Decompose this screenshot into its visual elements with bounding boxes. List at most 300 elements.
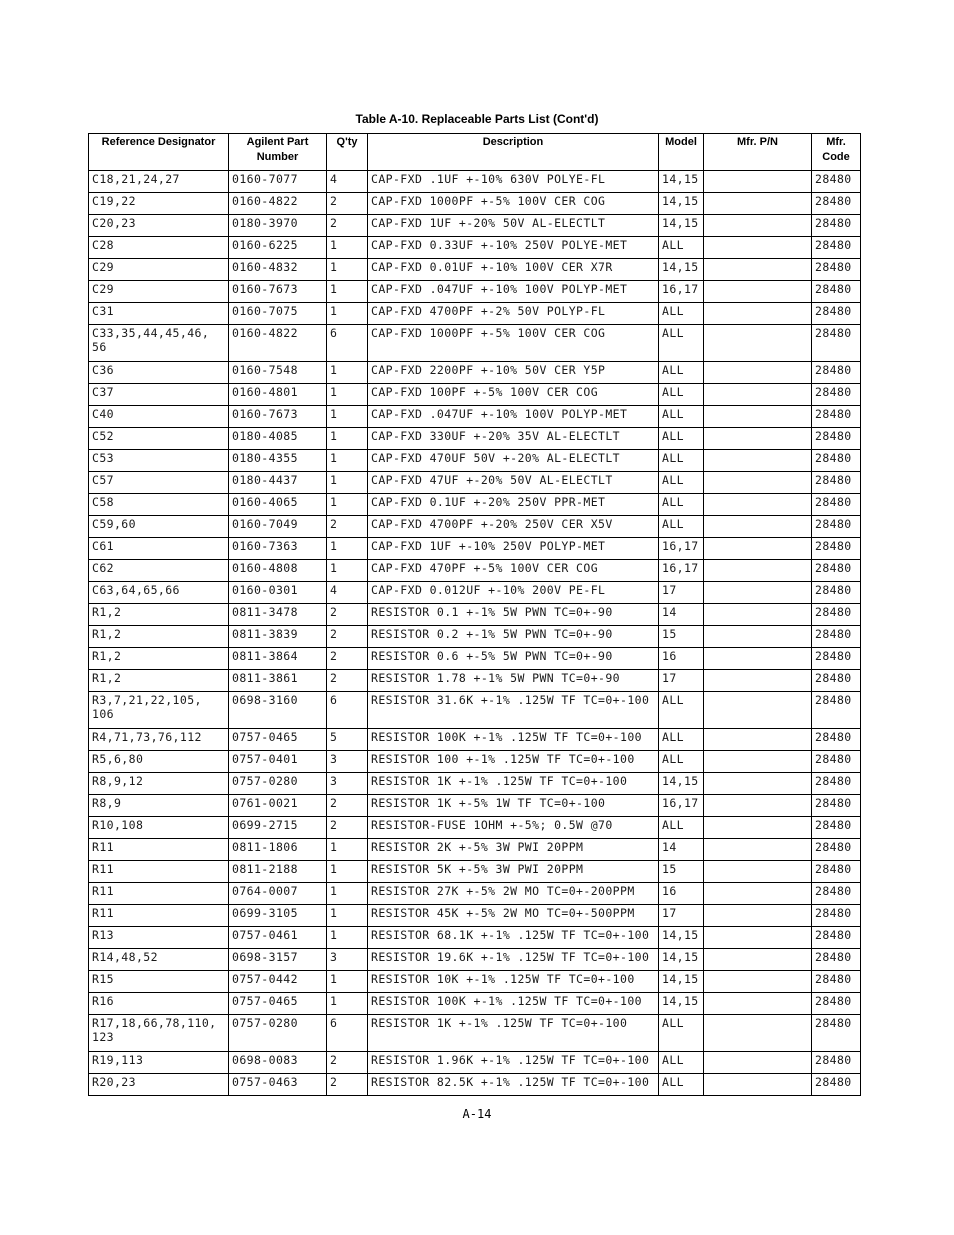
cell-qty: 1 <box>327 428 368 450</box>
cell-description: RESISTOR 10K +-1% .125W TF TC=0+-100 <box>368 971 659 993</box>
table-row <box>89 215 861 237</box>
cell-mfr-pn <box>704 817 812 839</box>
cell-reference-designator: C62 <box>89 560 229 582</box>
cell-mfr-pn <box>704 905 812 927</box>
cell-model: ALL <box>659 384 704 406</box>
cell-model: ALL <box>659 472 704 494</box>
cell-model: 17 <box>659 582 704 604</box>
cell-part-number: 0698-3160 <box>229 692 327 729</box>
cell-description: RESISTOR 2K +-5% 3W PWI 20PPM <box>368 839 659 861</box>
cell-description: RESISTOR 0.6 +-5% 5W PWN TC=0+-90 <box>368 648 659 670</box>
cell-description: RESISTOR 100K +-1% .125W TF TC=0+-100 <box>368 729 659 751</box>
cell-qty: 1 <box>327 494 368 516</box>
col-header-mfr-code <box>812 134 861 171</box>
table-row <box>89 237 861 259</box>
cell-part-number: 0160-4065 <box>229 494 327 516</box>
cell-qty: 1 <box>327 839 368 861</box>
cell-mfr-code: 28480 <box>812 927 861 949</box>
cell-reference-designator: R14,48,52 <box>89 949 229 971</box>
cell-mfr-code: 28480 <box>812 604 861 626</box>
table-row <box>89 362 861 384</box>
table-row <box>89 670 861 692</box>
cell-reference-designator: R17,18,66,78,110, 123 <box>89 1015 229 1052</box>
cell-description: RESISTOR 1.96K +-1% .125W TF TC=0+-100 <box>368 1052 659 1074</box>
cell-qty: 1 <box>327 861 368 883</box>
cell-reference-designator: R8,9,12 <box>89 773 229 795</box>
table-row <box>89 494 861 516</box>
cell-mfr-code: 28480 <box>812 1052 861 1074</box>
cell-part-number: 0757-0280 <box>229 773 327 795</box>
col-header-reference-designator: Reference Designator <box>89 134 229 171</box>
cell-reference-designator: C53 <box>89 450 229 472</box>
cell-mfr-pn <box>704 729 812 751</box>
cell-part-number: 0160-4822 <box>229 325 327 362</box>
cell-mfr-pn <box>704 281 812 303</box>
cell-mfr-pn <box>704 692 812 729</box>
cell-qty: 1 <box>327 259 368 281</box>
cell-reference-designator: C57 <box>89 472 229 494</box>
cell-mfr-code: 28480 <box>812 171 861 193</box>
table-row <box>89 1052 861 1074</box>
cell-qty: 6 <box>327 1015 368 1052</box>
cell-mfr-pn <box>704 1015 812 1052</box>
cell-model: 16,17 <box>659 560 704 582</box>
cell-model: 14,15 <box>659 971 704 993</box>
cell-mfr-code: 28480 <box>812 905 861 927</box>
table-row <box>89 450 861 472</box>
parts-table-body <box>89 171 861 1096</box>
cell-mfr-code: 28480 <box>812 626 861 648</box>
cell-mfr-pn <box>704 626 812 648</box>
table-row <box>89 751 861 773</box>
col-header-label: Mfr. Code <box>822 136 850 163</box>
table-row <box>89 259 861 281</box>
cell-model: 17 <box>659 670 704 692</box>
cell-part-number: 0699-2715 <box>229 817 327 839</box>
table-row <box>89 516 861 538</box>
table-row <box>89 626 861 648</box>
cell-model: ALL <box>659 1074 704 1096</box>
cell-reference-designator: R4,71,73,76,112 <box>89 729 229 751</box>
cell-mfr-pn <box>704 1052 812 1074</box>
table-row <box>89 560 861 582</box>
cell-mfr-pn <box>704 949 812 971</box>
cell-model: ALL <box>659 362 704 384</box>
cell-part-number: 0698-0083 <box>229 1052 327 1074</box>
cell-model: 14,15 <box>659 215 704 237</box>
table-row <box>89 325 861 362</box>
table-row <box>89 692 861 729</box>
cell-mfr-pn <box>704 406 812 428</box>
cell-mfr-code: 28480 <box>812 670 861 692</box>
cell-reference-designator: C18,21,24,27 <box>89 171 229 193</box>
table-row <box>89 795 861 817</box>
cell-mfr-pn <box>704 751 812 773</box>
table-row <box>89 773 861 795</box>
table-row <box>89 538 861 560</box>
cell-description: RESISTOR 0.2 +-1% 5W PWN TC=0+-90 <box>368 626 659 648</box>
cell-mfr-pn <box>704 648 812 670</box>
cell-description: CAP-FXD 1000PF +-5% 100V CER COG <box>368 193 659 215</box>
cell-mfr-pn <box>704 325 812 362</box>
cell-reference-designator: R1,2 <box>89 670 229 692</box>
cell-description: RESISTOR 82.5K +-1% .125W TF TC=0+-100 <box>368 1074 659 1096</box>
cell-description: RESISTOR-FUSE 1OHM +-5%; 0.5W @70 <box>368 817 659 839</box>
cell-qty: 1 <box>327 303 368 325</box>
cell-part-number: 0160-6225 <box>229 237 327 259</box>
cell-reference-designator: R1,2 <box>89 626 229 648</box>
cell-qty: 3 <box>327 949 368 971</box>
cell-part-number: 0180-4085 <box>229 428 327 450</box>
cell-mfr-code: 28480 <box>812 303 861 325</box>
cell-description: RESISTOR 100K +-1% .125W TF TC=0+-100 <box>368 993 659 1015</box>
cell-mfr-code: 28480 <box>812 773 861 795</box>
cell-model: 14,15 <box>659 949 704 971</box>
cell-reference-designator: R10,108 <box>89 817 229 839</box>
cell-part-number: 0160-4822 <box>229 193 327 215</box>
table-row <box>89 648 861 670</box>
table-row <box>89 993 861 1015</box>
cell-mfr-code: 28480 <box>812 259 861 281</box>
cell-description: CAP-FXD 470UF 50V +-20% AL-ELECTLT <box>368 450 659 472</box>
cell-description: CAP-FXD 1UF +-10% 250V POLYP-MET <box>368 538 659 560</box>
cell-model: 16 <box>659 883 704 905</box>
cell-description: RESISTOR 100 +-1% .125W TF TC=0+-100 <box>368 751 659 773</box>
col-header-description: Description <box>368 134 659 171</box>
cell-reference-designator: R5,6,80 <box>89 751 229 773</box>
cell-model: ALL <box>659 1015 704 1052</box>
cell-mfr-pn <box>704 839 812 861</box>
cell-mfr-pn <box>704 861 812 883</box>
cell-qty: 1 <box>327 472 368 494</box>
table-row <box>89 428 861 450</box>
cell-mfr-pn <box>704 795 812 817</box>
cell-mfr-pn <box>704 883 812 905</box>
cell-model: ALL <box>659 406 704 428</box>
cell-part-number: 0761-0021 <box>229 795 327 817</box>
cell-mfr-code: 28480 <box>812 839 861 861</box>
cell-description: CAP-FXD 0.33UF +-10% 250V POLYE-MET <box>368 237 659 259</box>
cell-model: ALL <box>659 237 704 259</box>
cell-part-number: 0160-7363 <box>229 538 327 560</box>
page-number: A-14 <box>462 1107 492 1121</box>
cell-mfr-code: 28480 <box>812 193 861 215</box>
cell-mfr-code: 28480 <box>812 237 861 259</box>
cell-part-number: 0757-0465 <box>229 993 327 1015</box>
table-row <box>89 406 861 428</box>
cell-qty: 1 <box>327 406 368 428</box>
cell-reference-designator: C31 <box>89 303 229 325</box>
cell-model: ALL <box>659 692 704 729</box>
cell-model: ALL <box>659 450 704 472</box>
col-header-label: Agilent Part Number <box>246 136 309 163</box>
table-row <box>89 817 861 839</box>
cell-model: 14,15 <box>659 927 704 949</box>
cell-reference-designator: C61 <box>89 538 229 560</box>
col-header-mfr-pn: Mfr. P/N <box>704 134 812 171</box>
cell-qty: 6 <box>327 692 368 729</box>
table-row <box>89 839 861 861</box>
cell-model: 16,17 <box>659 281 704 303</box>
cell-reference-designator: R16 <box>89 993 229 1015</box>
cell-mfr-code: 28480 <box>812 472 861 494</box>
cell-mfr-pn <box>704 193 812 215</box>
cell-mfr-pn <box>704 1074 812 1096</box>
cell-description: CAP-FXD 1UF +-20% 50V AL-ELECTLT <box>368 215 659 237</box>
cell-description: RESISTOR 0.1 +-1% 5W PWN TC=0+-90 <box>368 604 659 626</box>
cell-reference-designator: C40 <box>89 406 229 428</box>
cell-mfr-code: 28480 <box>812 729 861 751</box>
cell-reference-designator: C52 <box>89 428 229 450</box>
cell-qty: 2 <box>327 1074 368 1096</box>
cell-model: 14,15 <box>659 259 704 281</box>
cell-qty: 2 <box>327 795 368 817</box>
cell-part-number: 0160-0301 <box>229 582 327 604</box>
cell-part-number: 0180-3970 <box>229 215 327 237</box>
cell-mfr-code: 28480 <box>812 560 861 582</box>
cell-model: 15 <box>659 626 704 648</box>
page-title: Table A-10. Replaceable Parts List (Cont'd) <box>355 112 599 126</box>
cell-reference-designator: R8,9 <box>89 795 229 817</box>
cell-model: 16,17 <box>659 795 704 817</box>
cell-qty: 1 <box>327 538 368 560</box>
cell-mfr-code: 28480 <box>812 993 861 1015</box>
cell-mfr-code: 28480 <box>812 281 861 303</box>
cell-description: CAP-FXD 0.012UF +-10% 200V PE-FL <box>368 582 659 604</box>
cell-mfr-code: 28480 <box>812 384 861 406</box>
cell-qty: 2 <box>327 648 368 670</box>
cell-model: ALL <box>659 817 704 839</box>
table-row <box>89 303 861 325</box>
cell-qty: 2 <box>327 1052 368 1074</box>
cell-reference-designator: R3,7,21,22,105, 106 <box>89 692 229 729</box>
cell-reference-designator: C19,22 <box>89 193 229 215</box>
cell-part-number: 0160-7077 <box>229 171 327 193</box>
cell-part-number: 0811-2188 <box>229 861 327 883</box>
cell-description: CAP-FXD 4700PF +-2% 50V POLYP-FL <box>368 303 659 325</box>
table-row <box>89 582 861 604</box>
cell-description: RESISTOR 27K +-5% 2W MO TC=0+-200PPM <box>368 883 659 905</box>
cell-reference-designator: C59,60 <box>89 516 229 538</box>
cell-reference-designator: R20,23 <box>89 1074 229 1096</box>
cell-description: CAP-FXD 470PF +-5% 100V CER COG <box>368 560 659 582</box>
cell-part-number: 0757-0461 <box>229 927 327 949</box>
col-header-model: Model <box>659 134 704 171</box>
cell-mfr-pn <box>704 384 812 406</box>
cell-qty: 2 <box>327 516 368 538</box>
cell-part-number: 0811-3478 <box>229 604 327 626</box>
cell-description: CAP-FXD .047UF +-10% 100V POLYP-MET <box>368 281 659 303</box>
cell-reference-designator: R15 <box>89 971 229 993</box>
cell-qty: 1 <box>327 384 368 406</box>
cell-mfr-pn <box>704 773 812 795</box>
cell-reference-designator: C20,23 <box>89 215 229 237</box>
cell-mfr-pn <box>704 362 812 384</box>
cell-description: RESISTOR 1K +-1% .125W TF TC=0+-100 <box>368 1015 659 1052</box>
table-row <box>89 861 861 883</box>
cell-mfr-code: 28480 <box>812 861 861 883</box>
cell-mfr-pn <box>704 303 812 325</box>
table-row <box>89 927 861 949</box>
cell-model: 16,17 <box>659 538 704 560</box>
cell-mfr-code: 28480 <box>812 215 861 237</box>
cell-mfr-code: 28480 <box>812 582 861 604</box>
cell-part-number: 0811-1806 <box>229 839 327 861</box>
cell-mfr-code: 28480 <box>812 1015 861 1052</box>
cell-description: RESISTOR 68.1K +-1% .125W TF TC=0+-100 <box>368 927 659 949</box>
table-row <box>89 384 861 406</box>
cell-part-number: 0180-4355 <box>229 450 327 472</box>
cell-qty: 2 <box>327 215 368 237</box>
cell-qty: 3 <box>327 751 368 773</box>
cell-reference-designator: C58 <box>89 494 229 516</box>
cell-reference-designator: C29 <box>89 259 229 281</box>
cell-mfr-pn <box>704 538 812 560</box>
cell-qty: 2 <box>327 670 368 692</box>
table-row <box>89 729 861 751</box>
cell-mfr-code: 28480 <box>812 362 861 384</box>
cell-qty: 1 <box>327 971 368 993</box>
cell-mfr-pn <box>704 450 812 472</box>
cell-mfr-pn <box>704 971 812 993</box>
cell-model: ALL <box>659 428 704 450</box>
cell-description: RESISTOR 45K +-5% 2W MO TC=0+-500PPM <box>368 905 659 927</box>
cell-description: RESISTOR 5K +-5% 3W PWI 20PPM <box>368 861 659 883</box>
cell-model: 16 <box>659 648 704 670</box>
cell-description: CAP-FXD .047UF +-10% 100V POLYP-MET <box>368 406 659 428</box>
col-header-qty: Q'ty <box>327 134 368 171</box>
cell-mfr-code: 28480 <box>812 406 861 428</box>
cell-model: 14,15 <box>659 993 704 1015</box>
cell-qty: 4 <box>327 582 368 604</box>
cell-description: RESISTOR 1.78 +-1% 5W PWN TC=0+-90 <box>368 670 659 692</box>
cell-reference-designator: C33,35,44,45,46, 56 <box>89 325 229 362</box>
cell-mfr-code: 28480 <box>812 1074 861 1096</box>
table-row <box>89 949 861 971</box>
cell-qty: 6 <box>327 325 368 362</box>
cell-qty: 1 <box>327 560 368 582</box>
cell-qty: 2 <box>327 626 368 648</box>
cell-qty: 2 <box>327 604 368 626</box>
cell-part-number: 0160-7049 <box>229 516 327 538</box>
cell-mfr-code: 28480 <box>812 795 861 817</box>
cell-reference-designator: R1,2 <box>89 648 229 670</box>
cell-reference-designator: C36 <box>89 362 229 384</box>
cell-part-number: 0699-3105 <box>229 905 327 927</box>
cell-qty: 2 <box>327 193 368 215</box>
cell-model: ALL <box>659 303 704 325</box>
cell-qty: 5 <box>327 729 368 751</box>
table-row <box>89 883 861 905</box>
cell-part-number: 0160-7548 <box>229 362 327 384</box>
cell-reference-designator: C63,64,65,66 <box>89 582 229 604</box>
cell-mfr-code: 28480 <box>812 692 861 729</box>
cell-qty: 2 <box>327 817 368 839</box>
cell-part-number: 0757-0280 <box>229 1015 327 1052</box>
cell-mfr-pn <box>704 237 812 259</box>
cell-part-number: 0160-4808 <box>229 560 327 582</box>
cell-qty: 1 <box>327 883 368 905</box>
cell-description: CAP-FXD 47UF +-20% 50V AL-ELECTLT <box>368 472 659 494</box>
cell-part-number: 0757-0463 <box>229 1074 327 1096</box>
cell-mfr-pn <box>704 670 812 692</box>
cell-qty: 1 <box>327 281 368 303</box>
cell-part-number: 0160-7673 <box>229 281 327 303</box>
table-row <box>89 171 861 193</box>
cell-reference-designator: R11 <box>89 839 229 861</box>
table-row <box>89 604 861 626</box>
cell-part-number: 0811-3861 <box>229 670 327 692</box>
parts-table <box>88 133 861 1096</box>
cell-mfr-code: 28480 <box>812 428 861 450</box>
cell-mfr-code: 28480 <box>812 516 861 538</box>
cell-mfr-code: 28480 <box>812 450 861 472</box>
cell-mfr-pn <box>704 993 812 1015</box>
cell-part-number: 0757-0401 <box>229 751 327 773</box>
cell-mfr-code: 28480 <box>812 325 861 362</box>
cell-model: 14,15 <box>659 193 704 215</box>
cell-mfr-code: 28480 <box>812 971 861 993</box>
cell-model: ALL <box>659 1052 704 1074</box>
cell-model: 14,15 <box>659 773 704 795</box>
cell-qty: 1 <box>327 237 368 259</box>
cell-mfr-pn <box>704 604 812 626</box>
table-row <box>89 281 861 303</box>
cell-mfr-code: 28480 <box>812 648 861 670</box>
cell-qty: 1 <box>327 362 368 384</box>
cell-part-number: 0698-3157 <box>229 949 327 971</box>
cell-qty: 1 <box>327 993 368 1015</box>
cell-reference-designator: R11 <box>89 883 229 905</box>
cell-qty: 3 <box>327 773 368 795</box>
cell-qty: 1 <box>327 450 368 472</box>
table-row <box>89 1015 861 1052</box>
cell-part-number: 0811-3864 <box>229 648 327 670</box>
cell-mfr-pn <box>704 472 812 494</box>
cell-mfr-code: 28480 <box>812 817 861 839</box>
cell-part-number: 0757-0442 <box>229 971 327 993</box>
cell-mfr-code: 28480 <box>812 949 861 971</box>
cell-mfr-pn <box>704 171 812 193</box>
cell-mfr-code: 28480 <box>812 883 861 905</box>
cell-description: CAP-FXD 0.01UF +-10% 100V CER X7R <box>368 259 659 281</box>
cell-model: ALL <box>659 751 704 773</box>
cell-description: CAP-FXD 0.1UF +-20% 250V PPR-MET <box>368 494 659 516</box>
cell-model: 17 <box>659 905 704 927</box>
cell-mfr-pn <box>704 259 812 281</box>
cell-model: ALL <box>659 325 704 362</box>
cell-description: CAP-FXD 330UF +-20% 35V AL-ELECTLT <box>368 428 659 450</box>
cell-mfr-code: 28480 <box>812 751 861 773</box>
cell-part-number: 0811-3839 <box>229 626 327 648</box>
cell-mfr-pn <box>704 215 812 237</box>
cell-mfr-code: 28480 <box>812 494 861 516</box>
cell-description: RESISTOR 1K +-5% 1W TF TC=0+-100 <box>368 795 659 817</box>
table-row <box>89 472 861 494</box>
cell-mfr-code: 28480 <box>812 538 861 560</box>
cell-part-number: 0160-4832 <box>229 259 327 281</box>
cell-mfr-pn <box>704 927 812 949</box>
cell-mfr-pn <box>704 560 812 582</box>
cell-reference-designator: C29 <box>89 281 229 303</box>
cell-description: CAP-FXD 100PF +-5% 100V CER COG <box>368 384 659 406</box>
cell-reference-designator: R11 <box>89 861 229 883</box>
table-row <box>89 193 861 215</box>
cell-qty: 4 <box>327 171 368 193</box>
cell-description: RESISTOR 31.6K +-1% .125W TF TC=0+-100 <box>368 692 659 729</box>
cell-part-number: 0764-0007 <box>229 883 327 905</box>
cell-mfr-pn <box>704 582 812 604</box>
